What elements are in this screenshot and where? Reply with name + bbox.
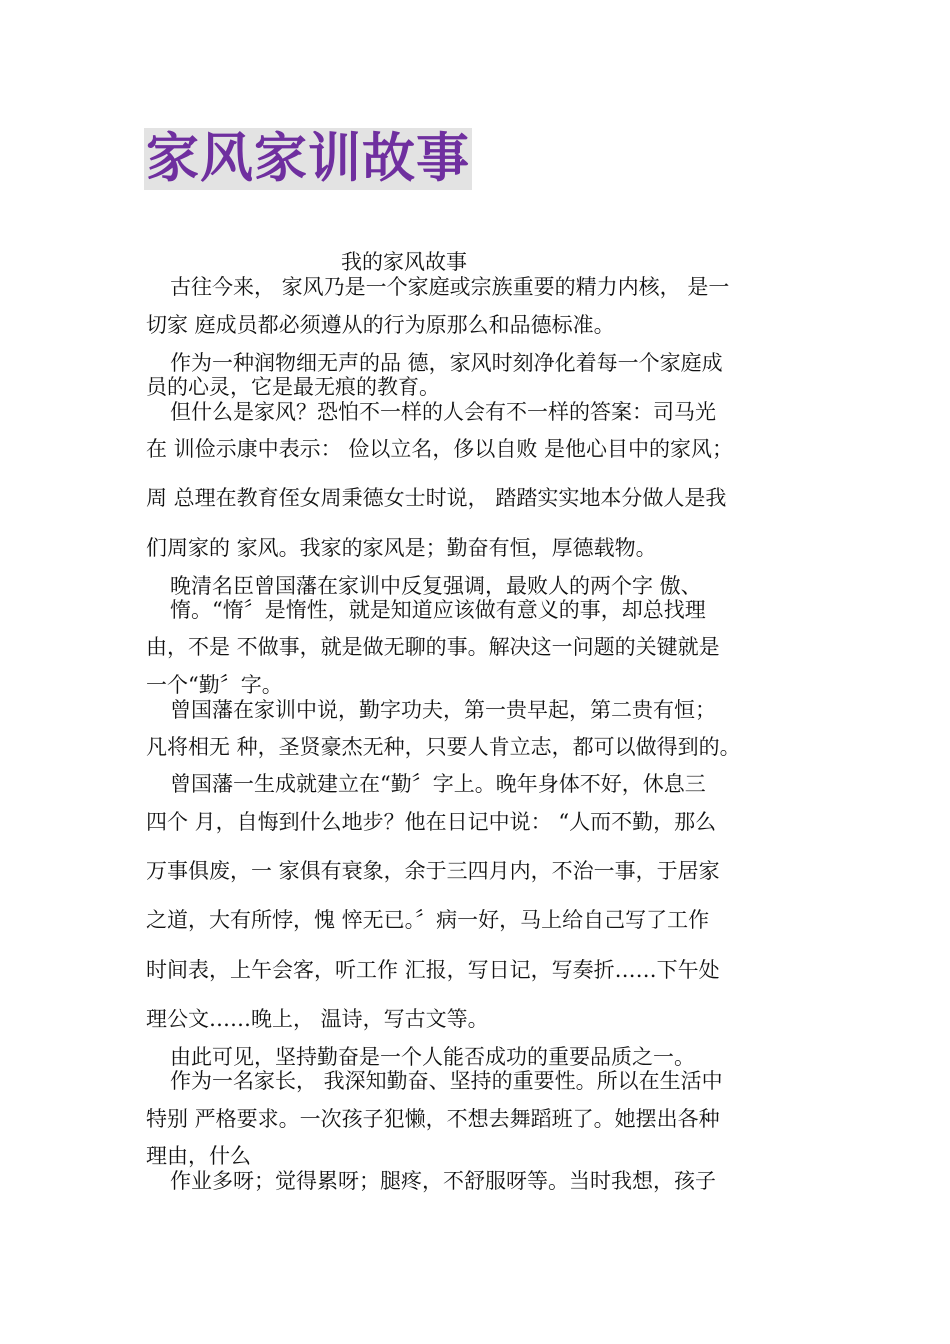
text-line: 特别 严格要求。一次孩子犯懒，不想去舞蹈班了。她摆出各种 [146,1107,720,1131]
text-line: 员的心灵，它是最无痕的教育。 [146,375,440,399]
text-line: 作为一名家长， 我深知勤奋、坚持的重要性。所以在生活中 [170,1069,723,1093]
text-line: 古往今来， 家风乃是一个家庭或宗族重要的精力内核， 是一 [170,275,730,299]
text-line: 理由，什么 [146,1144,251,1168]
text-line: 们周家的 家风。我家的家风是；勤奋有恒，厚德载物。 [146,536,657,560]
text-line: 作为一种润物细无声的品 德，家风时刻净化着每一个家庭成 [170,351,723,375]
text-line: 理公文……晚上， 温诗，写古文等。 [146,1007,489,1031]
document-title: 家风家训故事 [146,128,470,189]
text-line: 惰。“惰〞是惰性，就是知道应该做有意义的事，却总找理 [170,598,706,622]
text-line: 四个 月，自悔到什么地步？他在日记中说： “人而不勤，那么 [146,810,717,834]
text-line: 由此可见，坚持勤奋是一个人能否成功的重要品质之一。 [170,1045,695,1069]
text-line: 曾国藩一生成就建立在“勤〞字上。晚年身体不好，休息三 [170,772,706,796]
text-line: 周 总理在教育侄女周秉德女士时说， 踏踏实实地本分做人是我 [146,486,727,510]
text-line: 凡将相无 种，圣贤豪杰无种，只要人肯立志，都可以做得到的。 [146,735,741,759]
story-subtitle: 我的家风故事 [341,250,467,274]
text-line: 万事俱废，一 家俱有衰象，余于三四月内，不治一事，于居家 [146,859,720,883]
text-line: 在 训俭示康中表示： 俭以立名，侈以自败 是他心目中的家风； [146,437,734,461]
text-line: 曾国藩在家训中说，勤字功夫，第一贵早起，第二贵有恒； [170,698,716,722]
text-line: 一个“勤〞字。 [146,673,283,697]
text-line: 时间表，上午会客，听工作 汇报，写日记，写奏折……下午处 [146,958,720,982]
text-line: 切家 庭成员都必须遵从的行为原那么和品德标准。 [146,313,615,337]
text-line: 晚清名臣曾国藩在家训中反复强调，最败人的两个字 傲、 [170,574,702,598]
text-line: 由，不是 不做事，就是做无聊的事。解决这一问题的关键就是 [146,635,720,659]
text-line: 但什么是家风？恐怕不一样的人会有不一样的答案：司马光 [170,400,716,424]
text-line: 作业多呀；觉得累呀；腿疼，不舒服呀等。当时我想，孩子 [170,1169,716,1193]
text-line: 之道，大有所悖，愧 悴无已。〞病一好，马上给自己写了工作 [146,908,710,932]
